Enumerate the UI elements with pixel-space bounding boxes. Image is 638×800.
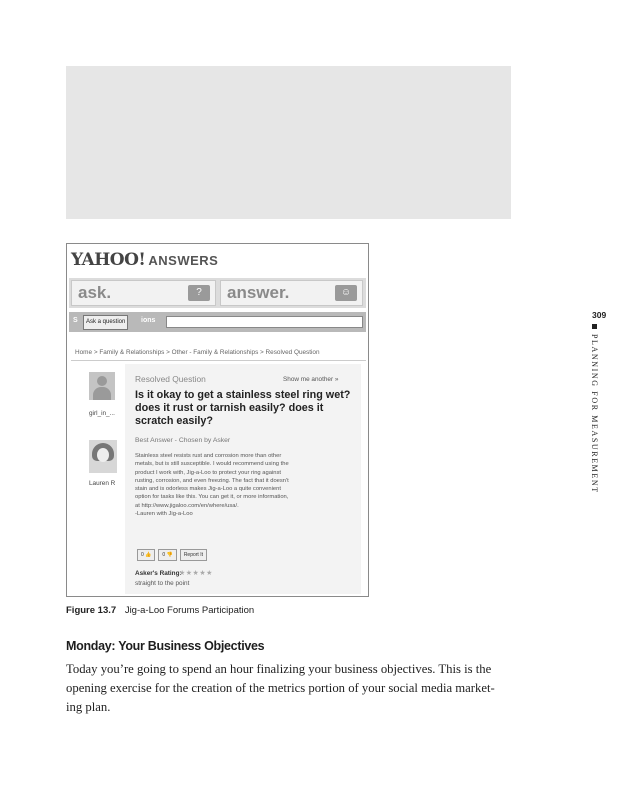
search-label-end: ions [141,317,156,324]
report-button[interactable]: Report It [180,549,207,561]
answer-line: at http://www.jigaloo.com/en/where/usa/. [135,502,239,509]
image-placeholder-block [66,66,511,219]
answerer-avatar[interactable] [89,440,117,473]
smiley-icon: ☺ [335,285,357,301]
resolved-question-label: Resolved Question [135,374,206,384]
avatar-face-shape [97,448,109,462]
answer-line: product I work with, Jig-a-Loo to protect your ring against [135,469,281,476]
answer-line: metals, but is still susceptible. I would recommend using the [135,461,289,468]
show-another-link[interactable]: Show me another » [283,376,339,383]
search-bar [69,312,366,332]
best-answer-text [135,452,355,518]
yahoo-answers-logo [71,248,218,272]
paragraph-line: Today you’re going to spend an hour finalizing your business objectives. This is the [66,662,492,676]
running-title: PLANNING FOR MEASUREMENT [590,334,599,494]
ask-question-button[interactable]: Ask a question [83,315,128,330]
answers-logo-text: ANSWERS [148,252,219,268]
question-mark-icon: ? [188,285,210,301]
avatar-head-shape [97,376,107,386]
square-bullet-icon [592,324,597,329]
thumbs-down-button[interactable]: 0 👎 [158,549,176,561]
figure-number: Figure 13.7 [66,605,117,616]
rating-stars-icon: ★★★★★ [179,570,213,577]
thumbs-up-button[interactable]: 0 👍 [137,549,155,561]
ask-label: ask. [78,283,112,302]
body-paragraph [66,660,506,717]
rating-comment: straight to the point [135,580,190,587]
asker-username[interactable]: girl_in_... [89,410,115,417]
answer-tab[interactable] [220,280,363,306]
ask-tab[interactable] [71,280,216,306]
yahoo-logo-text: YAHOO! [71,250,146,270]
page-number: 309 [592,310,607,320]
asker-avatar[interactable] [89,372,115,400]
paragraph-line: ing plan. [66,700,111,714]
answer-line: Stainless steel resists rust and corrosion more than other [135,453,282,459]
paragraph-line: opening exercise for the creation of the metrics portion of your social media market- [66,681,495,695]
best-answer-label: Best Answer - Chosen by Asker [135,437,231,444]
answer-line: option for tasks like this. You can get it, or more information, [135,494,289,501]
yahoo-answers-screenshot [66,243,369,597]
section-heading: Monday: Your Business Objectives [66,639,265,653]
vote-row [137,549,207,561]
asker-rating-label: Asker's Rating: [135,570,182,577]
answer-line: stain and is odorless makes Jig-a-Loo a quite convenient [135,486,281,493]
answer-line: rusting, corrosion, and even freezing. The fact that it doesn't [135,477,289,484]
figure-caption [66,605,254,616]
breadcrumb[interactable]: Home > Family & Relationships > Other - Family & Relationships > Resolved Question [75,349,320,356]
divider [71,360,366,361]
answerer-username[interactable]: Lauren R [89,480,116,487]
avatar-body-shape [93,387,111,400]
ask-answer-bar [69,278,366,308]
answer-label: answer. [227,283,290,302]
search-label-start: S [73,317,78,324]
question-title: Is it okay to get a stainless steel ring wet? does it rust or tarnish easily? does it scratch easily? [135,389,351,427]
search-input[interactable] [166,316,363,328]
figure-title: Jig-a-Loo Forums Participation [124,605,255,616]
answer-line: -Lauren with Jig-a-Loo [135,511,193,518]
